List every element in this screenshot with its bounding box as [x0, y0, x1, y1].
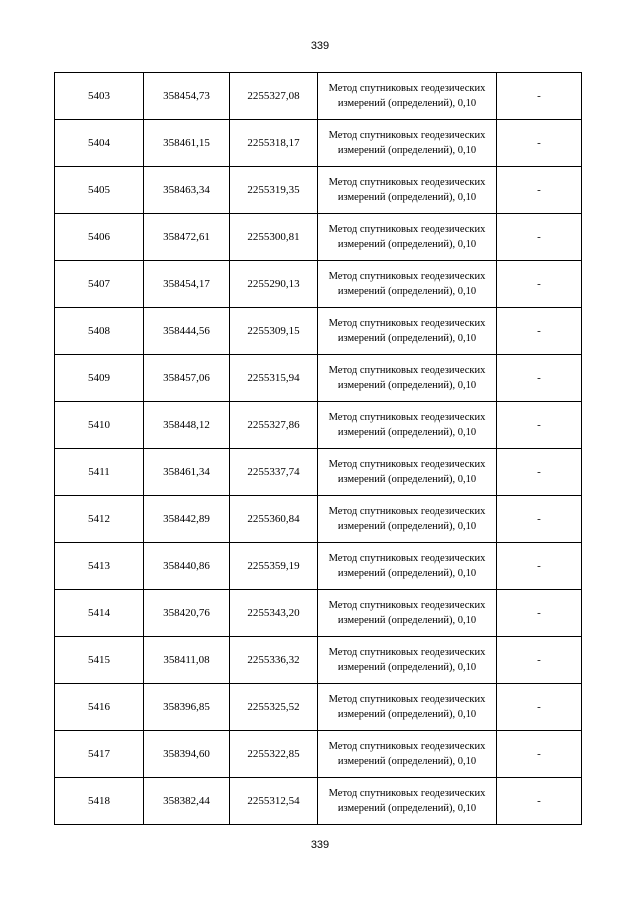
method-text: Метод спутниковых геодезических измерений (определений), 0,10	[328, 271, 486, 297]
table-row	[55, 308, 582, 355]
table-row	[55, 449, 582, 496]
table-row	[55, 73, 582, 120]
method-text: Метод спутниковых геодезических измерений (определений), 0,10	[328, 412, 486, 438]
page-number-bottom: 339	[310, 839, 330, 851]
y-coordinate-cell: 2255336,32	[230, 637, 318, 684]
coordinates-table	[54, 72, 582, 825]
y-coordinate-cell: 2255319,35	[230, 167, 318, 214]
table-row	[55, 590, 582, 637]
table-row	[55, 543, 582, 590]
y-coordinate-cell: 2255327,08	[230, 73, 318, 120]
method-text: Метод спутниковых геодезических измерений (определений), 0,10	[328, 741, 486, 767]
method-cell	[318, 167, 497, 214]
method-cell	[318, 73, 497, 120]
table-row	[55, 167, 582, 214]
point-number-cell: 5418	[55, 778, 144, 825]
method-text: Метод спутниковых геодезических измерений (определений), 0,10	[328, 694, 486, 720]
method-cell	[318, 590, 497, 637]
point-number-cell: 5404	[55, 120, 144, 167]
y-coordinate-cell: 2255300,81	[230, 214, 318, 261]
description-cell: -	[497, 590, 582, 637]
point-number-cell: 5410	[55, 402, 144, 449]
method-text: Метод спутниковых геодезических измерений (определений), 0,10	[328, 224, 486, 250]
method-text: Метод спутниковых геодезических измерений (определений), 0,10	[328, 318, 486, 344]
description-cell: -	[497, 778, 582, 825]
point-number-cell: 5403	[55, 73, 144, 120]
table-row	[55, 214, 582, 261]
method-cell	[318, 778, 497, 825]
x-coordinate-cell: 358442,89	[144, 496, 230, 543]
table-row	[55, 684, 582, 731]
point-number-cell: 5413	[55, 543, 144, 590]
method-cell	[318, 355, 497, 402]
x-coordinate-cell: 358461,15	[144, 120, 230, 167]
y-coordinate-cell: 2255312,54	[230, 778, 318, 825]
description-cell: -	[497, 684, 582, 731]
table-row	[55, 637, 582, 684]
x-coordinate-cell: 358457,06	[144, 355, 230, 402]
point-number-cell: 5416	[55, 684, 144, 731]
description-cell: -	[497, 308, 582, 355]
description-cell: -	[497, 167, 582, 214]
description-cell: -	[497, 543, 582, 590]
description-cell: -	[497, 214, 582, 261]
table-row	[55, 496, 582, 543]
description-cell: -	[497, 120, 582, 167]
description-cell: -	[497, 355, 582, 402]
x-coordinate-cell: 358454,73	[144, 73, 230, 120]
method-text: Метод спутниковых геодезических измерений (определений), 0,10	[328, 365, 486, 391]
method-cell	[318, 496, 497, 543]
y-coordinate-cell: 2255325,52	[230, 684, 318, 731]
x-coordinate-cell: 358440,86	[144, 543, 230, 590]
coordinates-table-body	[55, 73, 582, 825]
y-coordinate-cell: 2255318,17	[230, 120, 318, 167]
method-text: Метод спутниковых геодезических измерений (определений), 0,10	[328, 600, 486, 626]
description-cell: -	[497, 449, 582, 496]
x-coordinate-cell: 358396,85	[144, 684, 230, 731]
point-number-cell: 5417	[55, 731, 144, 778]
y-coordinate-cell: 2255322,85	[230, 731, 318, 778]
x-coordinate-cell: 358411,08	[144, 637, 230, 684]
point-number-cell: 5407	[55, 261, 144, 308]
description-cell: -	[497, 496, 582, 543]
method-cell	[318, 308, 497, 355]
method-text: Метод спутниковых геодезических измерений (определений), 0,10	[328, 506, 486, 532]
method-cell	[318, 684, 497, 731]
x-coordinate-cell: 358444,56	[144, 308, 230, 355]
x-coordinate-cell: 358472,61	[144, 214, 230, 261]
x-coordinate-cell: 358420,76	[144, 590, 230, 637]
x-coordinate-cell: 358454,17	[144, 261, 230, 308]
y-coordinate-cell: 2255359,19	[230, 543, 318, 590]
point-number-cell: 5414	[55, 590, 144, 637]
method-cell	[318, 731, 497, 778]
y-coordinate-cell: 2255337,74	[230, 449, 318, 496]
y-coordinate-cell: 2255360,84	[230, 496, 318, 543]
description-cell: -	[497, 261, 582, 308]
method-text: Метод спутниковых геодезических измерений (определений), 0,10	[328, 130, 486, 156]
method-cell	[318, 214, 497, 261]
method-cell	[318, 637, 497, 684]
table-row	[55, 402, 582, 449]
y-coordinate-cell: 2255309,15	[230, 308, 318, 355]
y-coordinate-cell: 2255315,94	[230, 355, 318, 402]
method-text: Метод спутниковых геодезических измерений (определений), 0,10	[328, 553, 486, 579]
method-cell	[318, 543, 497, 590]
table-row	[55, 355, 582, 402]
table-row	[55, 731, 582, 778]
method-text: Метод спутниковых геодезических измерений (определений), 0,10	[328, 788, 486, 814]
y-coordinate-cell: 2255343,20	[230, 590, 318, 637]
description-cell: -	[497, 731, 582, 778]
x-coordinate-cell: 358461,34	[144, 449, 230, 496]
method-cell	[318, 120, 497, 167]
method-text: Метод спутниковых геодезических измерений (определений), 0,10	[328, 459, 486, 485]
table-row	[55, 120, 582, 167]
point-number-cell: 5415	[55, 637, 144, 684]
page-number-top: 339	[310, 40, 330, 52]
x-coordinate-cell: 358382,44	[144, 778, 230, 825]
description-cell: -	[497, 637, 582, 684]
point-number-cell: 5412	[55, 496, 144, 543]
method-text: Метод спутниковых геодезических измерений (определений), 0,10	[328, 83, 486, 109]
table-row	[55, 778, 582, 825]
point-number-cell: 5406	[55, 214, 144, 261]
table-row	[55, 261, 582, 308]
method-cell	[318, 449, 497, 496]
description-cell: -	[497, 402, 582, 449]
x-coordinate-cell: 358463,34	[144, 167, 230, 214]
point-number-cell: 5409	[55, 355, 144, 402]
method-cell	[318, 402, 497, 449]
point-number-cell: 5411	[55, 449, 144, 496]
x-coordinate-cell: 358394,60	[144, 731, 230, 778]
method-text: Метод спутниковых геодезических измерений (определений), 0,10	[328, 177, 486, 203]
method-cell	[318, 261, 497, 308]
description-cell: -	[497, 73, 582, 120]
y-coordinate-cell: 2255327,86	[230, 402, 318, 449]
y-coordinate-cell: 2255290,13	[230, 261, 318, 308]
x-coordinate-cell: 358448,12	[144, 402, 230, 449]
method-text: Метод спутниковых геодезических измерений (определений), 0,10	[328, 647, 486, 673]
point-number-cell: 5405	[55, 167, 144, 214]
point-number-cell: 5408	[55, 308, 144, 355]
